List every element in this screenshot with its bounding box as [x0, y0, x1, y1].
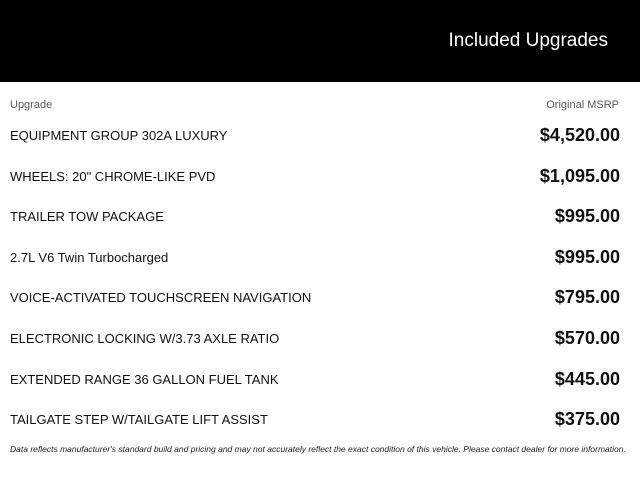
- upgrade-price: $445.00: [554, 368, 620, 389]
- column-headers: [10, 99, 619, 113]
- list-item: [10, 360, 620, 401]
- upgrade-name: TRAILER TOW PACKAGE: [10, 209, 164, 225]
- upgrade-price: $570.00: [554, 327, 620, 348]
- upgrade-price: $1,095.00: [539, 165, 620, 186]
- upgrade-name: EXTENDED RANGE 36 GALLON FUEL TANK: [10, 371, 279, 387]
- column-header-upgrade: Upgrade: [10, 99, 53, 111]
- upgrade-price: $375.00: [554, 409, 620, 430]
- list-item: [10, 319, 620, 360]
- upgrade-price: $4,520.00: [539, 125, 620, 145]
- list-item: [10, 400, 620, 441]
- disclaimer-text: Data reflects manufacturer's standard build and pricing and may not accurately reflect the exact condition of this vehicle. Please contact dealer for more information.: [10, 444, 626, 454]
- upgrade-name: 2.7L V6 Twin Turbocharged: [10, 249, 169, 265]
- upgrade-price: $995.00: [554, 246, 620, 267]
- upgrade-name: VOICE-ACTIVATED TOUCHSCREEN NAVIGATION: [10, 290, 312, 306]
- upgrade-price: $995.00: [554, 206, 620, 227]
- upgrade-name: TAILGATE STEP W/TAILGATE LIFT ASSIST: [10, 412, 268, 428]
- list-item: [10, 157, 620, 198]
- header-bar: [0, 0, 640, 82]
- list-item: [10, 116, 620, 157]
- upgrade-name: WHEELS: 20" CHROME-LIKE PVD: [10, 168, 216, 184]
- upgrades-list: [10, 116, 620, 441]
- column-header-msrp: Original MSRP: [546, 99, 619, 111]
- list-item: [10, 238, 620, 279]
- list-item: [10, 197, 620, 238]
- list-item: [10, 278, 620, 319]
- upgrade-price: $795.00: [554, 287, 620, 308]
- upgrade-name: EQUIPMENT GROUP 302A LUXURY: [10, 128, 228, 143]
- upgrade-name: ELECTRONIC LOCKING W/3.73 AXLE RATIO: [10, 330, 280, 346]
- page-title: Included Upgrades: [448, 30, 608, 51]
